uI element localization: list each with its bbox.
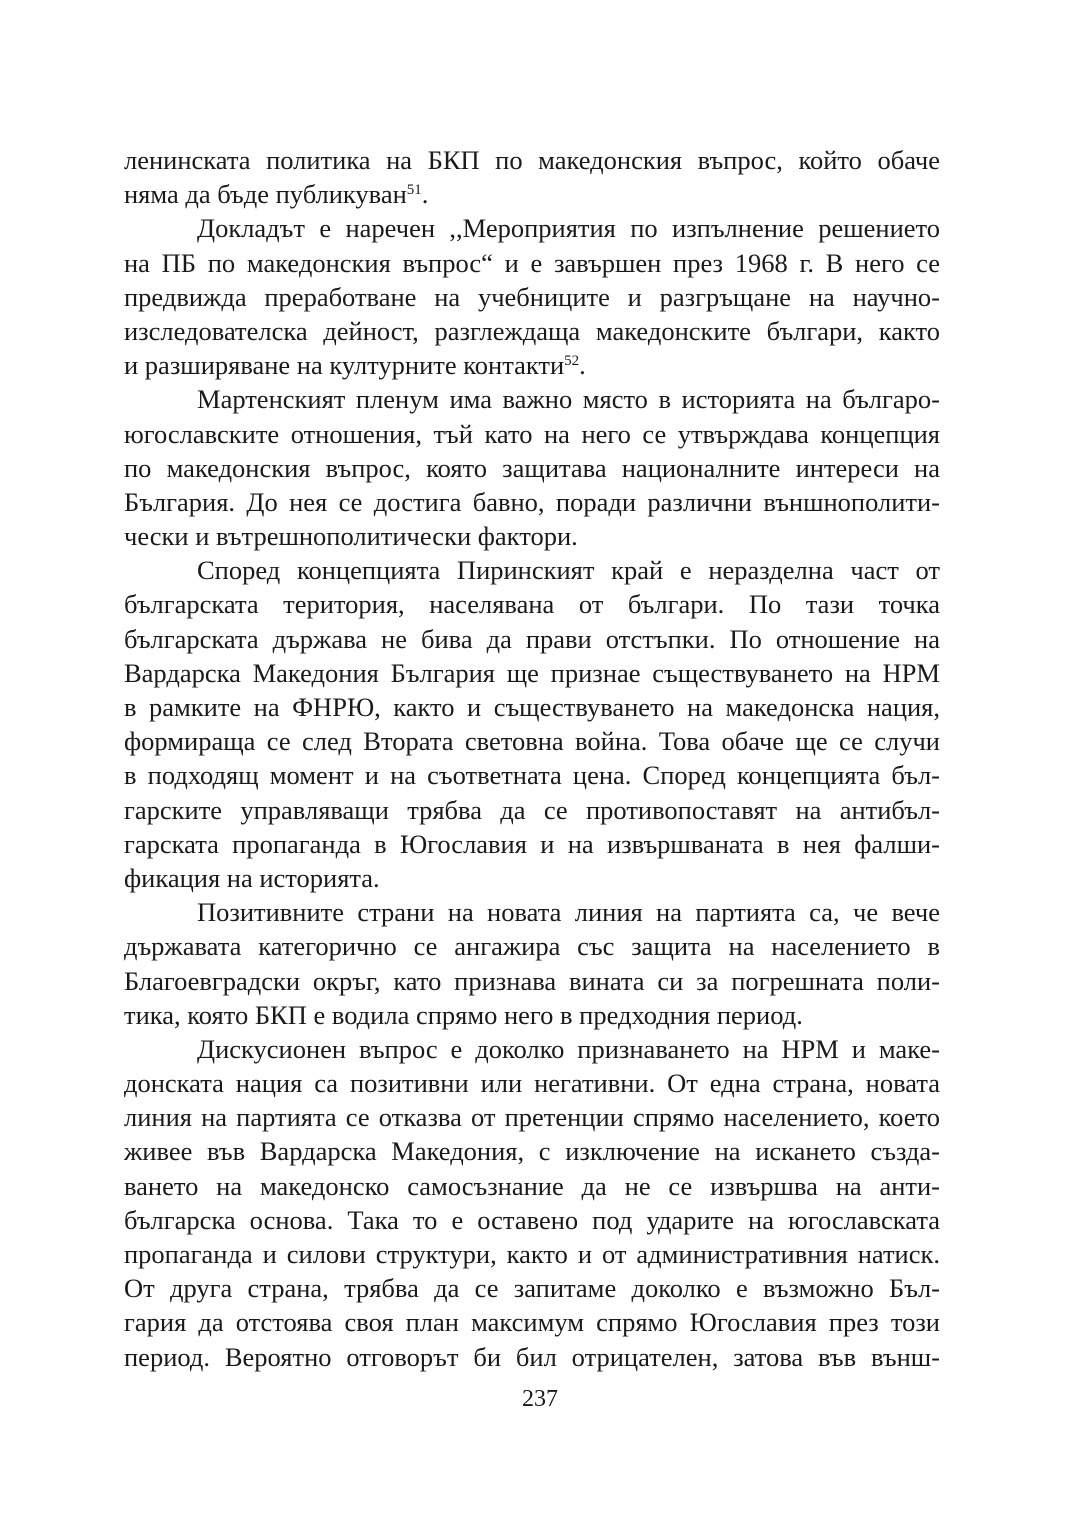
text-line: линия на партията се отказва от претенции спрямо населението, което [124, 1102, 940, 1133]
text-line: по македонския въпрос, която защитава националните интереси на [124, 452, 940, 483]
text-line: българската територия, населявана от българи. По тази точка [124, 589, 940, 620]
text-line: в рамките на ФНРЮ, както и съществуването на македонска нация, [124, 692, 940, 722]
text-line: период. Вероятно отговорът би бил отрицателен, затова във външ- [124, 1341, 940, 1372]
footnote-ref-52[interactable]: 52 [564, 353, 580, 370]
text-line: няма да бъде публикуван$^{51}$. [124, 179, 429, 210]
text-line: тика, която БКП е водила спрямо него в предходния период. [124, 999, 803, 1030]
paragraph-5 [124, 895, 940, 1032]
text-line: От друга страна, трябва да се запитаме доколко е възможно Бъл- [124, 1273, 940, 1304]
text-line: гарските управляващи трябва да се противопоставят на антибъл- [124, 794, 940, 825]
text-line: формираща се след Втората световна война. Това обаче ще се случи [124, 726, 940, 757]
paragraph-6 [124, 1032, 940, 1374]
text-line: изследователска дейност, разглеждаща македонските българи, както [124, 315, 940, 346]
page-number: 237 [522, 1386, 558, 1412]
text-line: Мартенският пленум има важно място в историята на българо- [197, 384, 940, 415]
text-line: българска основа. Така то е оставено под ударите на югославската [124, 1204, 940, 1235]
text-line: живее във Вардарска Македония, с изключение на искането създа- [124, 1136, 940, 1167]
text-line: българската държава не бива да прави отстъпки. По отношение на [124, 623, 940, 654]
text-line: България. До нея се достига бавно, поради различни външнополити- [124, 486, 940, 517]
text-line: донската нация са позитивни или негативни. От една страна, новата [124, 1068, 940, 1099]
text-line: Позитивните страни на новата линия на партията са, че вече [197, 897, 940, 928]
text-line: югославските отношения, тъй като на него се утвърждава концепция [124, 418, 940, 449]
text-line: чески и вътрешнополитически фактори. [124, 521, 578, 552]
text-line: гария да отстоява своя план максимум спрямо Югославия през този [124, 1307, 940, 1338]
paragraph-1 [124, 143, 940, 211]
footnote-ref-51[interactable]: 51 [406, 182, 422, 199]
text-line: държавата категорично се ангажира със защита на населението в [124, 931, 940, 962]
text-line: ленинската политика на БКП по македонския въпрос, който обаче [124, 145, 940, 175]
paragraph-3 [124, 382, 940, 553]
text-line: в подходящ момент и на съответната цена. Според концепцията бъл- [124, 760, 940, 791]
text-line: Вардарска Македония България ще признае съществуването на НРМ [124, 657, 940, 688]
text-line: Благоевградски окръг, като признава вината си за погрешната поли- [124, 965, 940, 996]
page-body [124, 143, 940, 1374]
text-line: и разширяване на културните контакти$^{52}$. [124, 350, 586, 381]
text-line: ването на македонско самосъзнание да не се извършва на анти- [124, 1170, 940, 1201]
paragraph-2 [124, 211, 940, 382]
text-line: Според концепцията Пиринският край е неразделна част от [197, 555, 940, 586]
paragraph-4 [124, 553, 940, 895]
text-line: Докладът е наречен ,,Мероприятия по изпълнение решението [197, 213, 940, 244]
text-line: гарската пропаганда в Югославия и на извършваната в нея фалши- [124, 828, 940, 859]
text-line: фикация на историята. [124, 862, 380, 893]
text-line: предвижда преработване на учебниците и разгръщане на научно- [124, 281, 940, 312]
text-line: на ПБ по македонския въпрос“ и е завършен през 1968 г. В него се [124, 247, 940, 278]
text-line: пропаганда и силови структури, както и от административния натиск. [124, 1239, 940, 1269]
text-line: Дискусионен въпрос е доколко признаването на НРМ и маке- [197, 1033, 940, 1064]
